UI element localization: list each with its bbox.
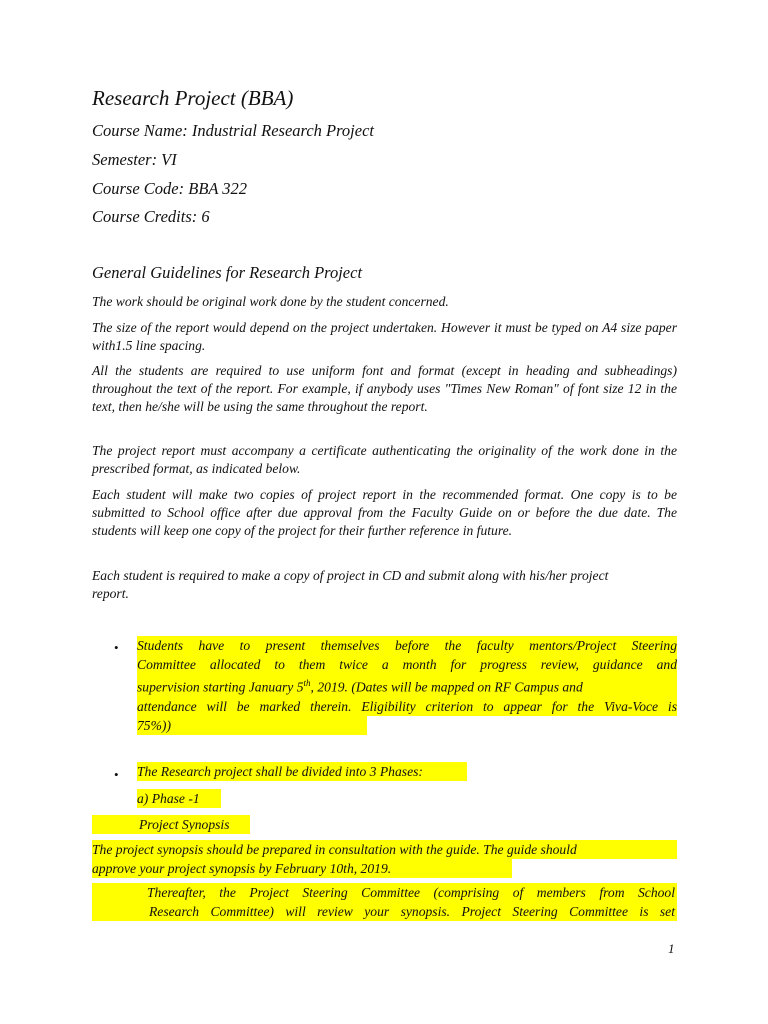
project-synopsis-label: Project Synopsis [92, 815, 250, 834]
synopsis-paragraph [92, 840, 677, 878]
page-number: 1 [668, 941, 675, 956]
bullet1-line3 [137, 674, 677, 697]
semester: Semester: VI [92, 150, 177, 169]
course-code: Course Code: BBA 322 [92, 179, 248, 198]
bullet-marker: • [114, 767, 119, 782]
synopsis-line2: approve your project synopsis by February 10th, 2019. [92, 859, 512, 878]
document-title: Research Project (BBA) [92, 86, 294, 110]
bullet1-line3-sup: th [303, 678, 311, 688]
bullet1-line5: 75%)) [137, 716, 367, 735]
thereafter-line1: Thereafter, the Project Steering Committee (comprising of members from School [92, 883, 677, 902]
paragraph-uniform-font: All the students are required to use uniform font and format (except in heading and subheadings) throughout the text of the report. For example, if anybody uses "Times New Roman" of font size 12 in the text, then he/she will be using the same throughout the report. [92, 363, 677, 414]
bullet-three-phases: The Research project shall be divided into 3 Phases: [137, 762, 467, 781]
bullet1-line3-a: supervision starting January 5 [137, 679, 304, 695]
paragraph-report-size: The size of the report would depend on the project undertaken. However it must be typed on A4 size paper with1.5 line spacing. [92, 320, 677, 353]
paragraph-certificate: The project report must accompany a certificate authenticating the originality of the work done in the prescribed format, as indicated below. [92, 443, 677, 476]
bullet1-line2: Committee allocated to them twice a month for progress review, guidance and [137, 657, 677, 672]
bullet-marker: • [114, 640, 119, 655]
thereafter-paragraph [92, 883, 677, 921]
synopsis-line1: The project synopsis should be prepared in consultation with the guide. The guide should [92, 840, 677, 859]
paragraph-two-copies: Each student will make two copies of project report in the recommended format. One copy is to be submitted to School office after due approval from the Faculty Guide on or before the due date. The students will keep one copy of the project for their further reference in future. [92, 487, 677, 538]
course-name: Course Name: Industrial Research Project [92, 121, 374, 140]
bullet1-line4: attendance will be marked therein. Eligibility criterion to appear for the Viva-Voce is [137, 698, 677, 714]
guidelines-heading: General Guidelines for Research Project [92, 263, 363, 282]
bullet1-line3-b: , 2019. (Dates will be mapped on RF Campus and [310, 679, 583, 695]
paragraph-original-work: The work should be original work done by the student concerned. [92, 294, 449, 309]
course-credits: Course Credits: 6 [92, 207, 210, 226]
bullet1-line1: Students have to present themselves before the faculty mentors/Project Steering [137, 638, 677, 653]
paragraph-cd-copy: Each student is required to make a copy of project in CD and submit along with his/her project report. [92, 568, 609, 601]
phase-label: a) Phase -1 [137, 789, 221, 808]
thereafter-line2: Research Committee) will review your synopsis. Project Steering Committee is set [92, 902, 677, 921]
bullet-steering-committee [137, 636, 677, 735]
